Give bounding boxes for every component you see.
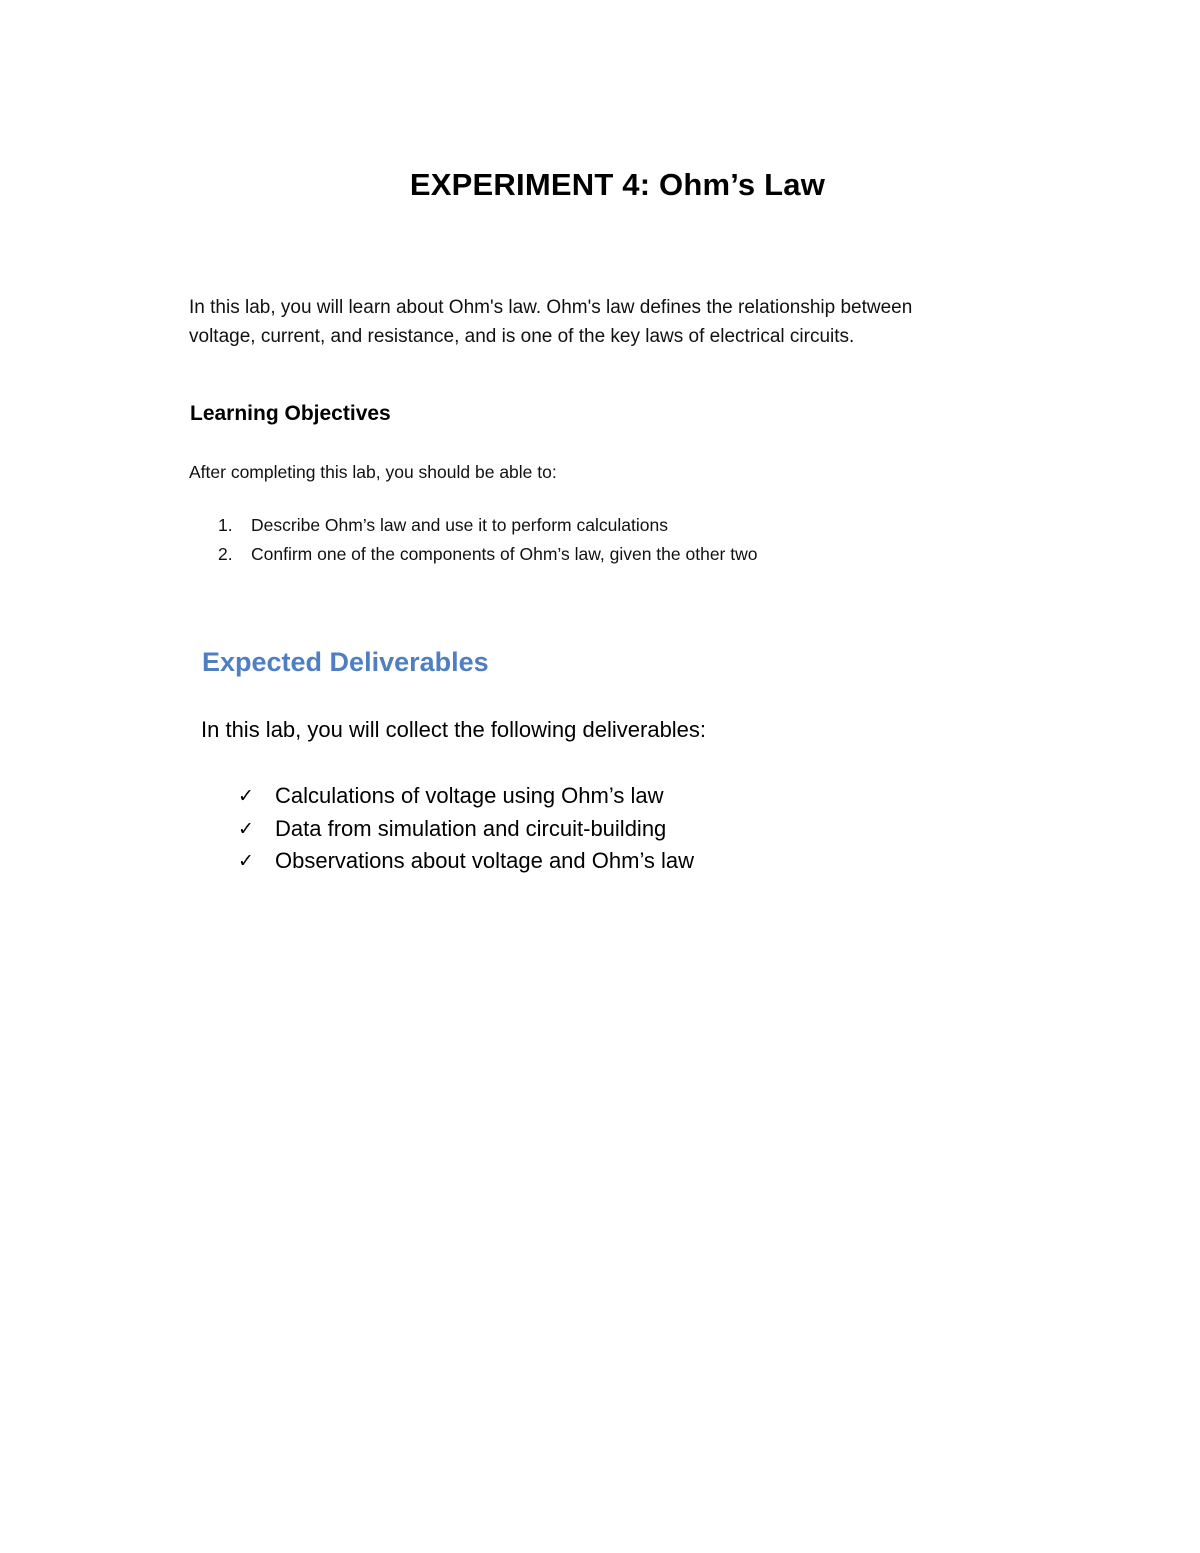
list-item-number: 1.	[218, 515, 233, 535]
checkmark-icon: ✓	[238, 817, 254, 840]
list-item-text: Observations about voltage and Ohm’s law	[275, 848, 695, 873]
list-item	[238, 780, 694, 813]
list-item-text: Data from simulation and circuit-building	[275, 815, 667, 841]
list-item-text: Describe Ohm’s law and use it to perform calculations	[251, 515, 668, 535]
list-item	[238, 845, 694, 878]
list-item-text: Confirm one of the components of Ohm’s law, given the other two	[251, 544, 758, 564]
list-item-number: 2.	[218, 544, 233, 564]
page-title: EXPERIMENT 4: Ohm’s Law	[409, 167, 826, 202]
deliverables-lead: In this lab, you will collect the following deliverables:	[201, 717, 707, 742]
list-item-text: Calculations of voltage using Ohm’s law	[275, 783, 664, 808]
learning-objectives-heading: Learning Objectives	[190, 402, 391, 425]
deliverables-list	[238, 780, 694, 878]
learning-objectives-list	[218, 511, 757, 569]
learning-objectives-lead: After completing this lab, you should be able to:	[189, 462, 557, 482]
list-item	[218, 511, 757, 540]
list-item	[218, 540, 757, 569]
checkmark-icon: ✓	[238, 850, 254, 872]
intro-line: voltage, current, and resistance, and is one of the key laws of electrical circuits.	[189, 326, 855, 347]
intro-paragraph	[189, 293, 1049, 351]
list-item	[238, 813, 694, 846]
expected-deliverables-heading: Expected Deliverables	[202, 647, 489, 677]
intro-line: In this lab, you will learn about Ohm's law. Ohm's law defines the relationship between	[189, 297, 913, 318]
checkmark-icon: ✓	[238, 785, 254, 807]
